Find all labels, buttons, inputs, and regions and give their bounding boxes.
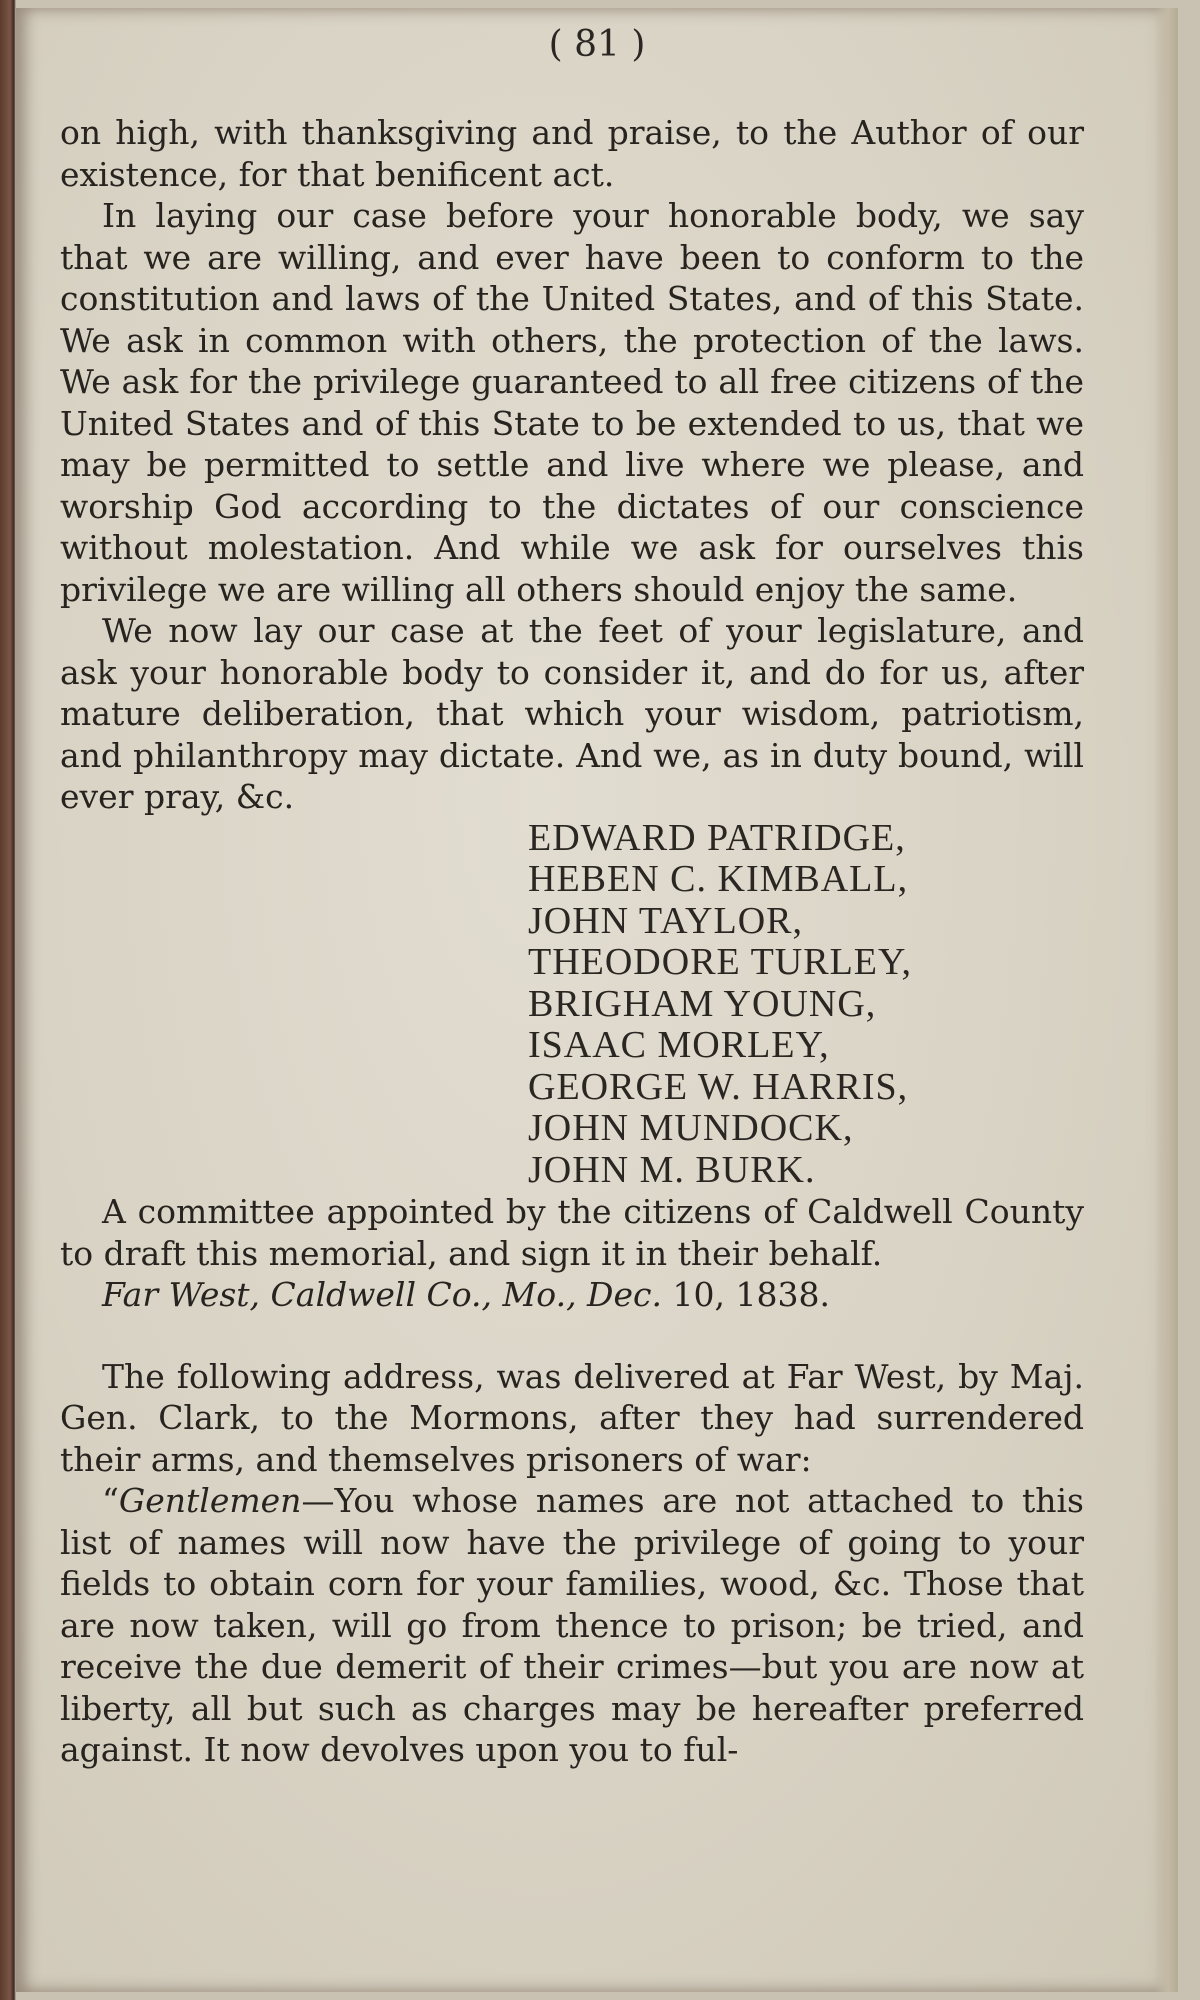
paragraph-case: In laying our case before your honorable body, we say that we are willing, and ever have been to conform to the constitution and laws of the United States, and of this State. We ask in common with others, the protection of the laws. We ask for the privilege guaranteed to all free citizens of the United States and of this State to be extended to us, that we may be permitted to settle and live where we please, and worship God according to the dictates of our conscience without molestation. And while we ask for ourselves this privilege we are willing all others should enjoy the same.	[60, 196, 1084, 609]
book-page	[16, 8, 1178, 1992]
signature-name: THEODORE TURLEY,	[528, 941, 913, 983]
address-intro: The following address, was delivered at Far West, by Maj. Gen. Clark, to the Mormons, after they had surrendered their arms, and themselves prisoners of war:	[60, 1356, 1084, 1479]
address-salutation: Gentlemen	[118, 1481, 302, 1520]
signature-name: JOHN TAYLOR,	[528, 899, 803, 942]
committee-note: A committee appointed by the citizens of Caldwell County to draft this memorial, and sign it in their behalf.	[60, 1192, 1084, 1273]
signature-name: EDWARD PATRIDGE,	[528, 816, 906, 859]
page-text	[60, 112, 1084, 1771]
signature-name: GEORGE W. HARRIS,	[528, 1065, 909, 1108]
page-edge	[1154, 8, 1178, 1992]
signature-list	[528, 818, 1084, 1192]
signature-name: JOHN M. BURK.	[528, 1148, 816, 1191]
dateline-place: Far West, Caldwell Co., Mo., Dec.	[102, 1275, 663, 1314]
signature-name: BRIGHAM YOUNG,	[528, 982, 877, 1025]
dateline-date: 10, 1838.	[662, 1275, 830, 1314]
paragraph-continuation: on high, with thanksgiving and praise, to the Author of our existence, for that benificent act.	[60, 113, 1084, 194]
paragraph-petition: We now lay our case at the feet of your legislature, and ask your honorable body to consider it, and do for us, after mature deliberation, that which your wisdom, patriotism, and philanthropy may dictate. And we, as in duty bound, will ever pray, &c.	[60, 611, 1084, 816]
section-gap	[60, 1316, 1084, 1356]
dateline	[60, 1274, 1084, 1316]
address-text	[60, 1480, 1084, 1771]
signature-name: HEBEN C. KIMBALL,	[528, 858, 909, 900]
signature-name: ISAAC MORLEY,	[528, 1024, 830, 1066]
page-number: ( 81 )	[548, 24, 646, 65]
address-body: —You whose names are not attached to this list of names will now have the privilege of going to your fields to obtain corn for your families, wood, &c. Those that are now taken, will go from thence to prison; be tried, and receive the due demerit of their crimes—but you are now at liberty, all but such as charges may be hereafter preferred against. It now devolves upon you to ful-	[60, 1481, 1084, 1769]
signature-name: JOHN MUNDOCK,	[528, 1107, 854, 1149]
address-open-quote: “	[102, 1481, 119, 1520]
